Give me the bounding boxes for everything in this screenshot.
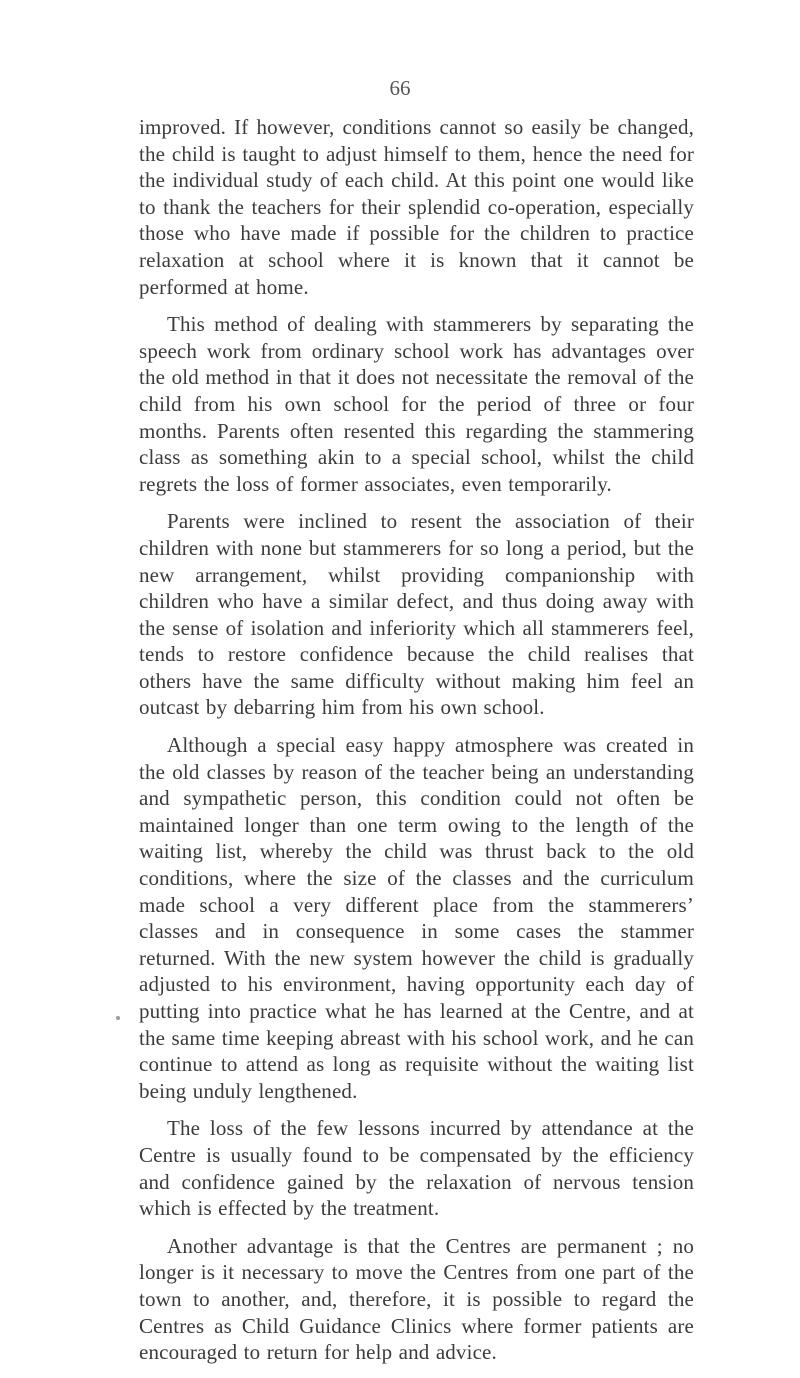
paragraph-1: improved. If however, conditions cannot so easily be changed, the child is taught to adjust himself to them, hence the need for the individual study of each child. At this point one would like to thank the teachers for their splendid co-operation, especially those who have made if possible for the children to practice relaxation at school where it is known that it cannot be performed at home.: [139, 115, 694, 299]
paragraph-6: Another advantage is that the Centres are permanent ; no longer is it necessary to move the Centres from one part of the town to another, and, therefore, it is possible to regard the Centres as Child Guidance Clinics where former patients are encouraged to return for help and advice.: [139, 1233, 694, 1365]
body-text: [139, 114, 694, 1366]
paragraph-5: The loss of the few lessons incurred by attendance at the Centre is usually found to be compensated by the efficiency and confidence gained by the relaxation of nervous tension which is effected by the treatment.: [139, 1116, 694, 1221]
margin-dot: [116, 1016, 120, 1020]
paragraph-3: Parents were inclined to resent the association of their children with none but stammerers for so long a period, but the new arrangement, whilst providing companionship with children who have a similar defect, and thus doing away with the sense of isolation and inferiority which all stammerers feel, tends to restore confidence because the child realises that others have the same difficulty without making him feel an outcast by debarring him from his own school.: [139, 509, 694, 720]
page-number: 66: [389, 76, 411, 100]
paragraph-2: This method of dealing with stammerers by separating the speech work from ordinary school work has advantages over the old method in that it does not necessitate the removal of the child from his own school for the period of three or four months. Parents often resented this regarding the stammering class as something akin to a special school, whilst the child regrets the loss of former associates, even temporarily.: [139, 312, 694, 496]
paragraph-4: Although a special easy happy atmosphere was created in the old classes by reason of the teacher being an understanding and sympathetic person, this condition could not often be maintained longer than one term owing to the length of the waiting list, whereby the child was thrust back to the old conditions, where the size of the classes and the curriculum made school a very different place from the stammerers’ classes and in consequence in some cases the stammer returned. With the new system however the child is gradually adjusted to his environment, having opportunity each day of putting into practice what he has learned at the Centre, and at the same time keeping abreast with his school work, and he can continue to attend as long as requisite without the waiting list being unduly lengthened.: [139, 733, 694, 1103]
